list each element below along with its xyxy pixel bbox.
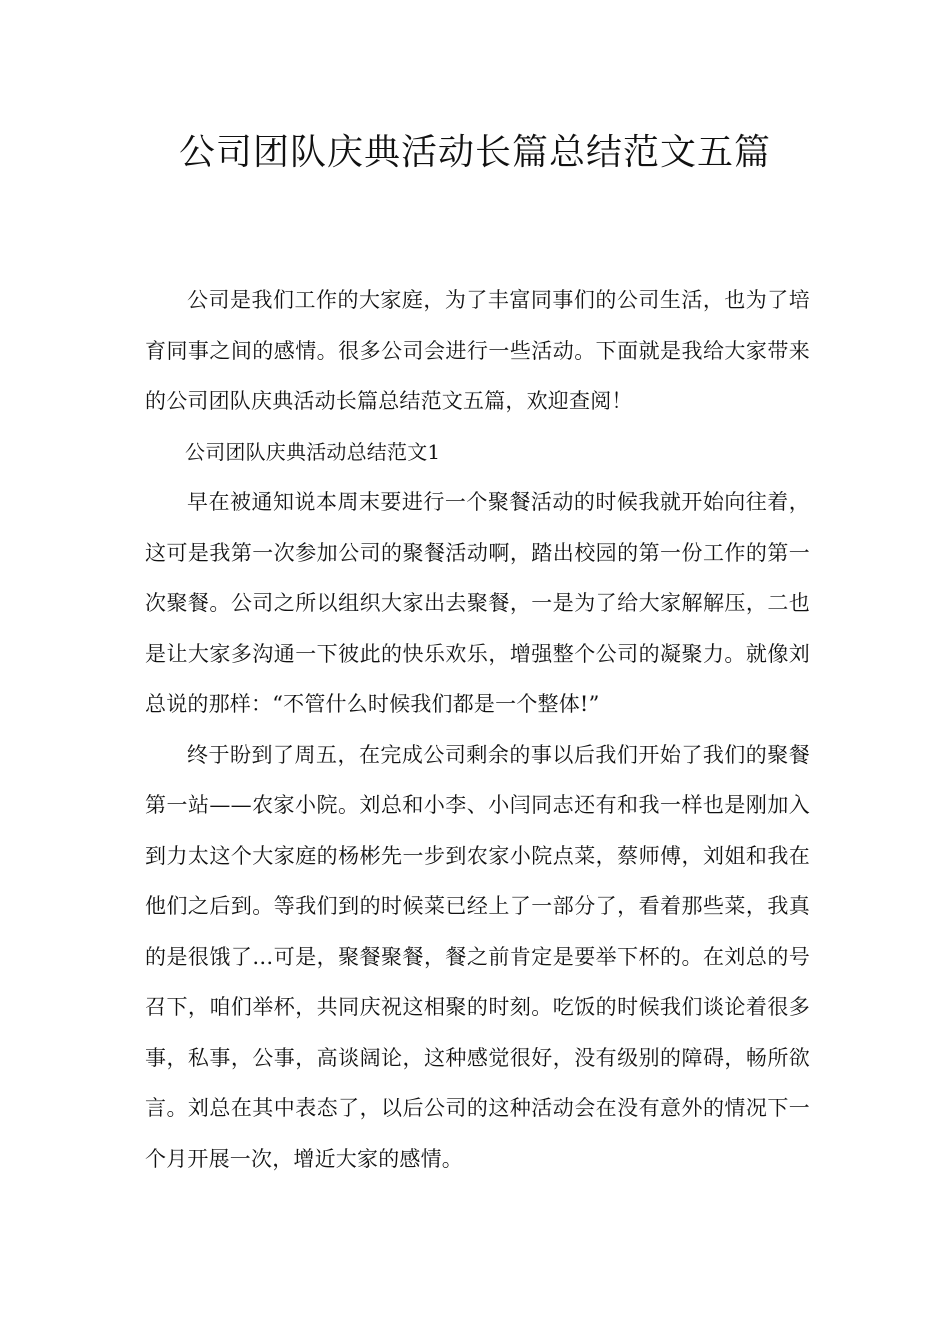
document-body — [145, 275, 810, 1184]
body-paragraph: 终于盼到了周五，在完成公司剩余的事以后我们开始了我们的聚餐第一站——农家小院。刘总和小李、小闫同志还有和我一样也是刚加入到力太这个大家庭的杨彬先一步到农家小院点菜，蔡师傅，刘姐和我在他们之后到。等我们到的时候菜已经上了一部分了，看着那些菜，我真的是很饿了…可是，聚餐聚餐，餐之前肯定是要举下杯的。在刘总的号召下，咱们举杯，共同庆祝这相聚的时刻。吃饭的时候我们谈论着很多事，私事，公事，高谈阔论，这种感觉很好，没有级别的障碍，畅所欲言。刘总在其中表态了，以后公司的这种活动会在没有意外的情况下一个月开展一次，增近大家的感情。 — [145, 742, 810, 1171]
intro-paragraph: 公司是我们工作的大家庭，为了丰富同事们的公司生活，也为了培育同事之间的感情。很多公司会进行一些活动。下面就是我给大家带来的公司团队庆典活动长篇总结范文五篇，欢迎查阅！ — [145, 288, 810, 413]
document-title: 公司团队庆典活动长篇总结范文五篇 — [178, 132, 771, 173]
body-paragraph: 早在被通知说本周末要进行一个聚餐活动的时候我就开始向往着，这可是我第一次参加公司的聚餐活动啊，踏出校园的第一份工作的第一次聚餐。公司之所以组织大家出去聚餐，一是为了给大家解解压，二也是让大家多沟通一下彼此的快乐欢乐，增强整个公司的凝聚力。就像刘总说的那样：“不管什么时候我们都是一个整体!” — [145, 490, 810, 716]
section-heading: 公司团队庆典活动总结范文1 — [185, 439, 441, 464]
